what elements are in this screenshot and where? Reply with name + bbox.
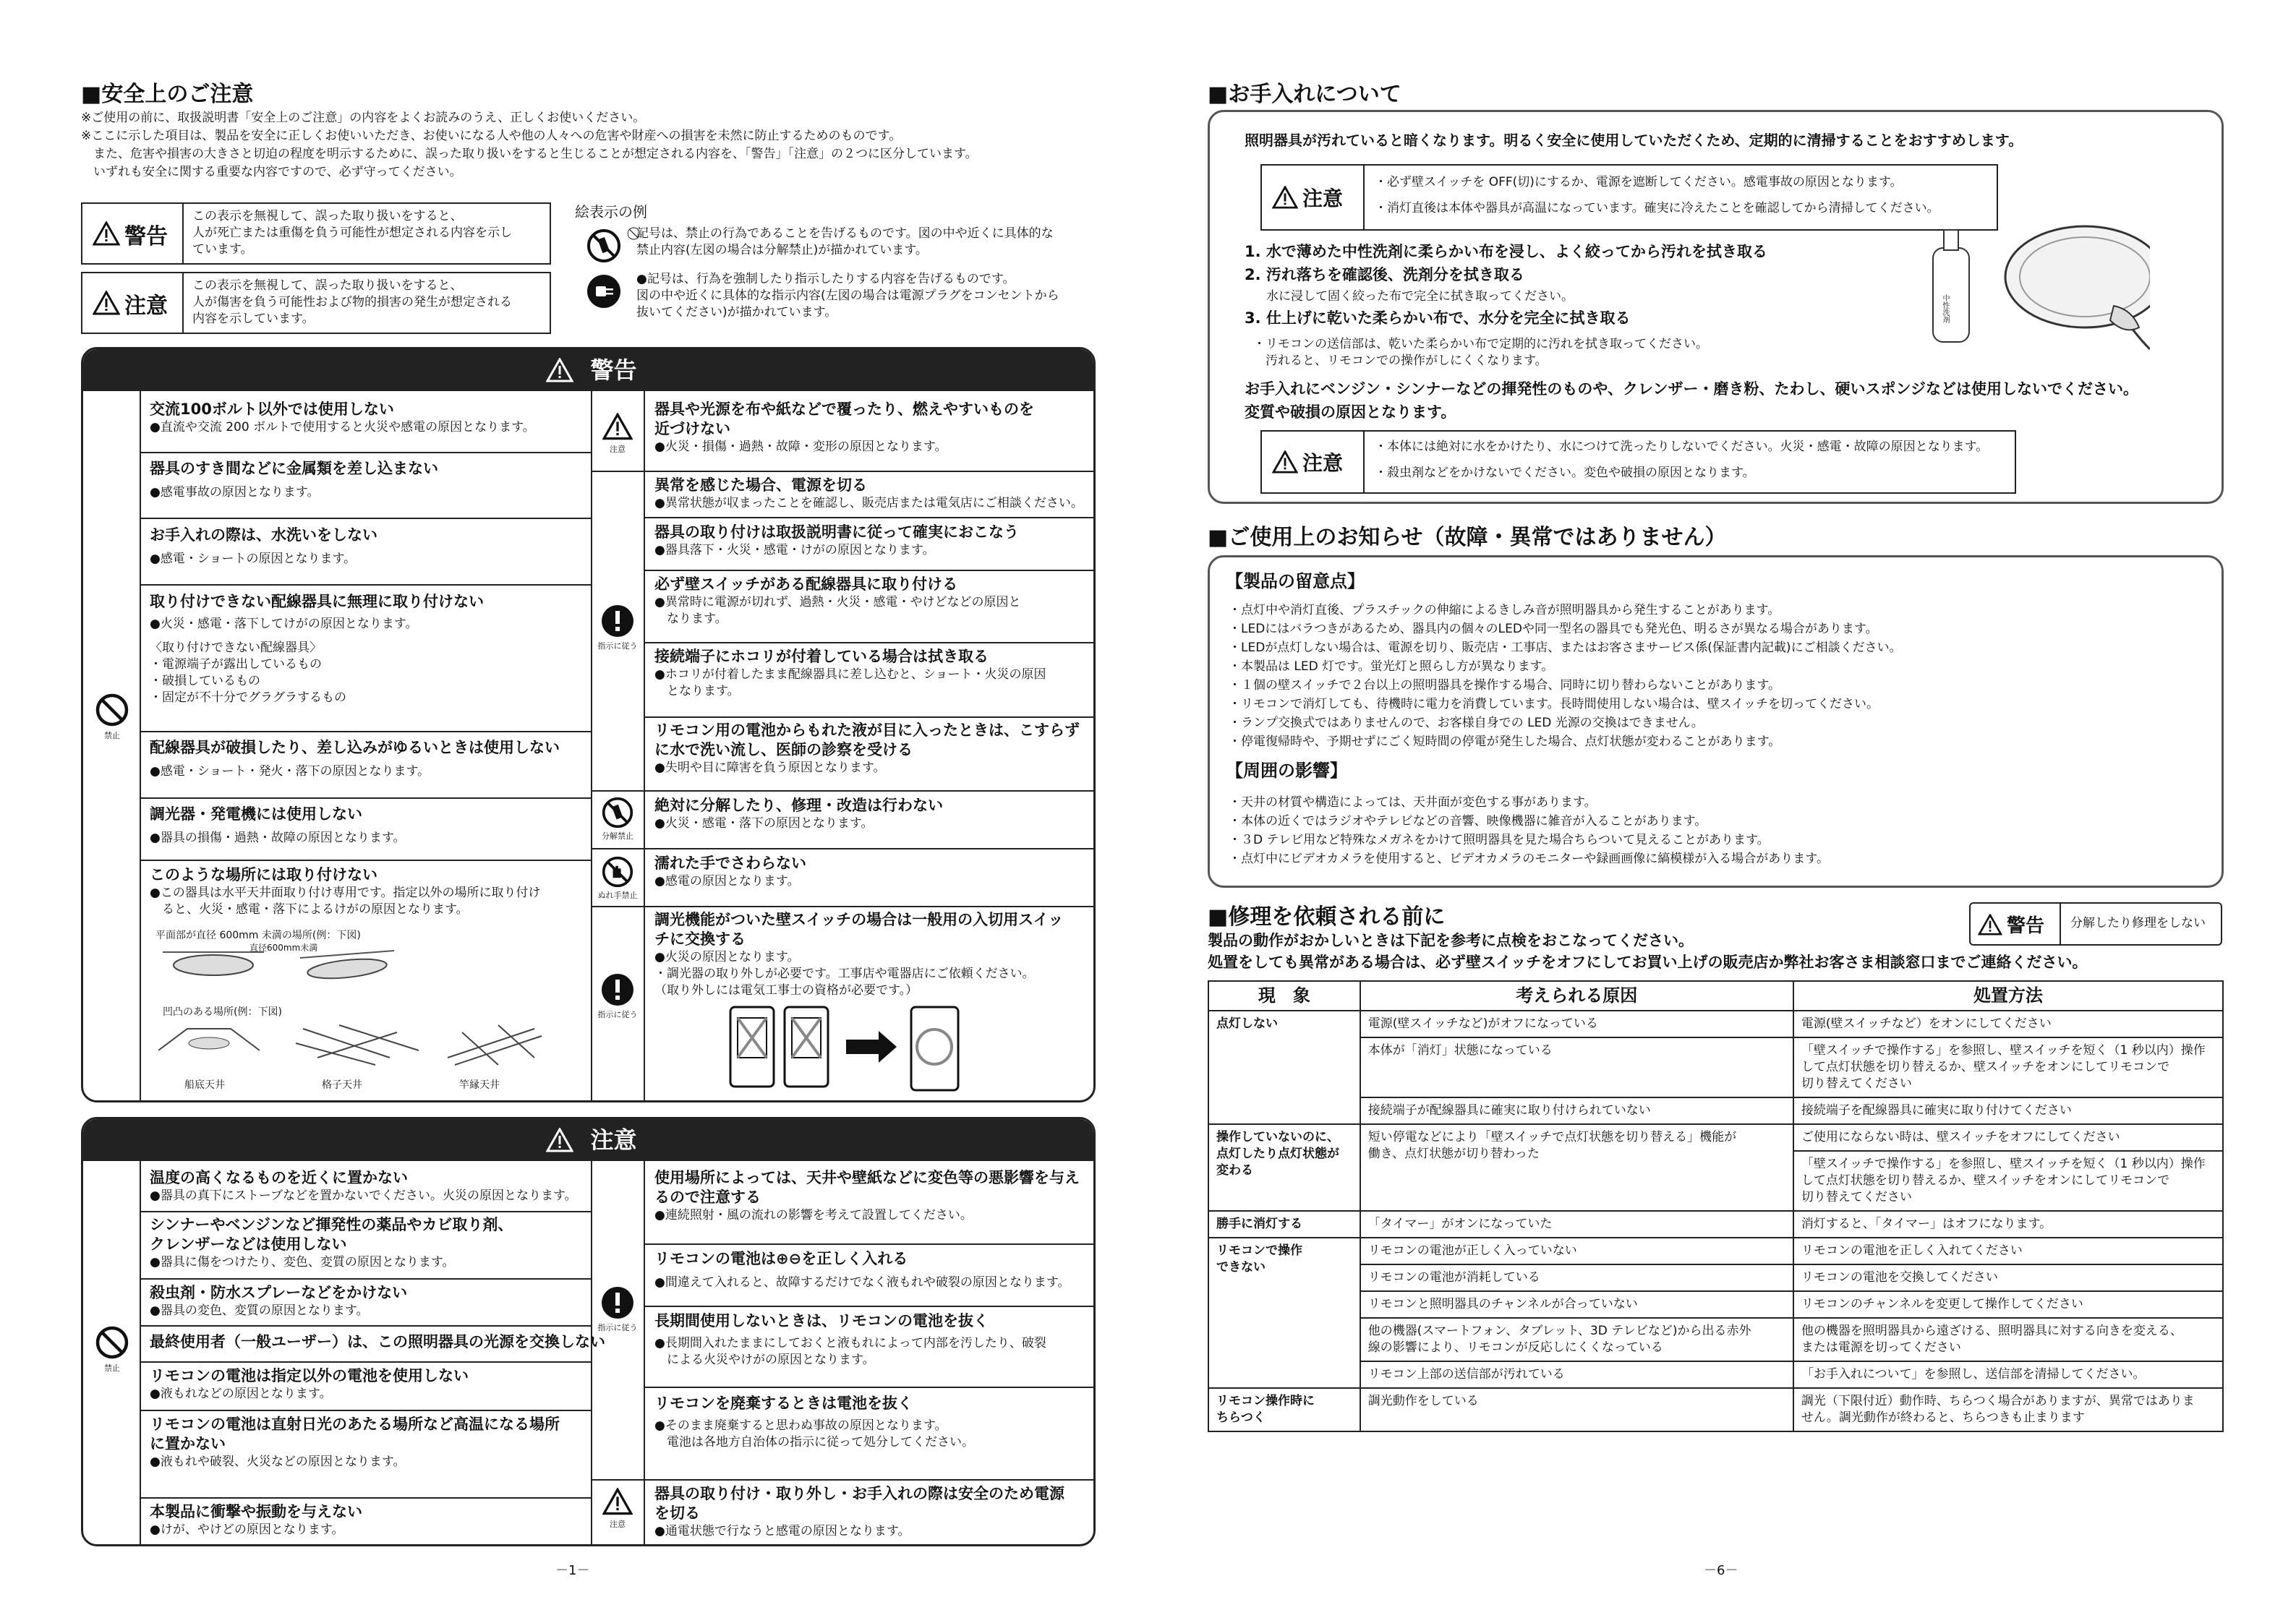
repair-intro: 処置をしても異常がある場合は、必ず壁スイッチをオフにしてお買い上げの販売店か弊社お客さま相談窓口までご連絡ください。 [1208, 954, 2088, 971]
care-step: 3. 仕上げに乾いた柔らかい布で、水分を完全に拭き取る [1245, 309, 1631, 327]
notice-title: ■ご使用上のお知らせ（故障・異常ではありません） [1208, 525, 1727, 550]
warning-item-title: 器具のすき間などに金属類を差し込まない [150, 460, 438, 477]
table-cell-remedy: 「壁スイッチで操作する」を参照し、壁スイッチを短く（1 秒以内）操作 して点灯状態を切り替えるか、壁スイッチをオンにしてリモコンで 切り替えてください [1793, 1151, 2223, 1211]
repair-warning-label: 警告 [2007, 915, 2045, 937]
table-cell-cause: 本体が「消灯」状態になっている [1360, 1037, 1793, 1097]
warning-item-desc: となります。 [654, 684, 740, 698]
warning-item-desc: ●火災・感電・落下してけがの原因となります。 [150, 617, 418, 631]
disassembly-caption: 分解禁止 [602, 831, 633, 841]
repair-title: ■修理を依頼される前に [1208, 904, 1446, 930]
caution-item-title: クレンザーなどは使用しない [150, 1236, 347, 1253]
warning-panel [81, 347, 1096, 1102]
bottle-label: 中性洗剤 [1941, 294, 1949, 323]
prohibit-caption: 禁止 [104, 731, 120, 740]
table-cell-cause: 「タイマー」がオンになっていた [1360, 1211, 1793, 1238]
repair-warning-text: 分解したり修理をしない [2070, 916, 2206, 930]
legend-warning-label-box [82, 204, 184, 263]
ceiling-dim: 直径600mm未満 [249, 943, 318, 953]
intro-line: また、危害や損害の大きさと切迫の程度を明示するために、誤った取り扱いをすると生じることが想定される内容を、「警告」「注意」の２つに区分しています。 [81, 147, 978, 161]
warning-item-title: に水で洗い流し、医師の診察を受ける [654, 741, 913, 758]
caution-item-desc: ●器具に傷をつけたり、変色、変質の原因となります。 [150, 1255, 455, 1269]
ceiling-type: 竿縁天井 [459, 1079, 500, 1091]
table-cell-remedy: リモコンのチャンネルを変更して操作してください [1793, 1291, 2223, 1318]
caution-item-title: 長期間使用しないときは、リモコンの電池を抜く [654, 1312, 989, 1329]
care-step: 2. 汚れ落ちを確認後、洗剤分を拭き取る [1245, 266, 1524, 283]
notice-item: ・LEDにはバラつきがあるため、器具内の個々のLEDや同一型名の器具でも発光色、明るさが異なる場合があります。 [1229, 622, 1878, 636]
prohibit-caption: 禁止 [104, 1363, 120, 1373]
caution-item-desc: ●けが、やけどの原因となります。 [150, 1523, 344, 1537]
warning-item-desc: ・電源端子が露出しているもの [150, 657, 322, 672]
legend-caution-box [81, 272, 551, 334]
table-cell-phenomenon: 点灯しない [1208, 1011, 1360, 1124]
table-row [1208, 1124, 2223, 1151]
mandatory-caption: 指示に従う [597, 1323, 638, 1332]
warning-item-title: このような場所には取り付けない [150, 866, 377, 883]
warning-item [654, 796, 943, 832]
care-caution-label: 注意 [1302, 187, 1344, 210]
warning-item [654, 721, 1080, 776]
warning-item-title: 器具や光源を布や紙などで覆ったり、燃えやすいものを [654, 401, 1034, 418]
table-header: 考えられる原因 [1360, 981, 1793, 1011]
notice-box [1208, 555, 2224, 888]
repair-intro: 製品の動作がおかしいときは下記を参考に点検をおこなってください。 [1208, 932, 1694, 949]
warning-item-desc: ●感電・ショートの原因となります。 [150, 552, 357, 566]
intro-line: ※ここに示した項目は、製品を安全に正しくお使いいただき、お使いになる人や他の人々への危害や財産への損害を未然に防止するためのものです。 [81, 129, 902, 143]
caution-panel-header [83, 1119, 1093, 1161]
warning-item [654, 647, 1046, 700]
remote-note: ・リモコンの送信部は、乾いた柔らかい布で定期的に汚れを拭き取ってください。 [1253, 337, 1708, 351]
caution-panel-title: 注意 [590, 1126, 637, 1154]
caution-item-desc: ●液もれなどの原因となります。 [150, 1387, 332, 1401]
legend-warning-box [81, 202, 551, 265]
caution-item-title: 本製品に衝撃や振動を与えない [150, 1503, 362, 1520]
table-cell-remedy: 「お手入れについて」を参照し、送信部を清掃してください。 [1793, 1361, 2223, 1388]
warning-panel-title: 警告 [590, 356, 637, 384]
warning-item-desc: ●感電・ショート・発火・落下の原因となります。 [150, 764, 430, 779]
caution-triangle-icon [546, 1128, 573, 1152]
warning-item-title: 接続端子にホコリが付着している場合は拭き取る [654, 648, 989, 665]
warning-item-desc: ●器具の損傷・過熱・故障の原因となります。 [150, 831, 406, 845]
caution-item-desc: 電池は各地方自治体の指示に従って処分してください。 [654, 1435, 974, 1449]
caution-item [654, 1311, 1046, 1369]
table-row [1208, 1264, 2223, 1291]
warning-item-desc: ●火災・感電・落下の原因となります。 [654, 816, 874, 831]
caution-item-title: シンナーやベンジンなど揮発性の薬品やカビ取り剤、 [150, 1216, 513, 1233]
warning-item-desc: ・固定が不十分でグラグラするもの [150, 690, 346, 705]
table-row [1208, 1211, 2223, 1238]
wet-caption: ぬれ手禁止 [597, 891, 638, 900]
prohibit-icon [95, 693, 129, 727]
table-cell-remedy: リモコンの電池を正しく入れてください [1793, 1238, 2223, 1264]
warning-item [150, 526, 377, 568]
warning-item [150, 738, 560, 780]
caution-item-title: に置かない [150, 1435, 226, 1452]
safety-title: ■安全上のご注意 [81, 82, 254, 107]
care-title: ■お手入れについて [1208, 82, 1401, 107]
table-row [1208, 1388, 2223, 1431]
legend-warning-text: 人が死亡または重傷を負う可能性が想定される内容を示し [192, 226, 512, 240]
warning-panel-header [83, 349, 1093, 391]
warning-item-title: 取り付けできない配線器具に無理に取り付けない [150, 593, 484, 610]
caution-item-desc: ●そのまま廃棄すると思わぬ事故の原因となります。 [654, 1418, 947, 1433]
notice-heading: 【製品の留意点】 [1226, 571, 1365, 591]
warning-item [654, 575, 1020, 628]
care-caution2-line: ・殺虫剤などをかけないでください。変色や破損の原因となります。 [1375, 466, 1755, 480]
ceiling-type: 格子天井 [322, 1079, 362, 1091]
table-header: 現 象 [1208, 981, 1360, 1011]
ceiling-type: 船底天井 [184, 1079, 225, 1091]
warning-item [150, 865, 540, 918]
caution-item-title: 温度の高くなるものを近くに置かない [150, 1169, 408, 1186]
warning-item-title: 近づけない [654, 420, 730, 437]
warning-item [654, 523, 1019, 559]
warning-item-desc: なります。 [654, 612, 727, 626]
prohibit-icon [95, 1325, 129, 1360]
table-cell-cause: 他の機器(スマートフォン、タブレット、3D テレビなど)から出る赤外 線の影響により、リモコンが反応しにくくなっている [1360, 1318, 1793, 1361]
legend-warning-text: この表示を無視して、誤った取り扱いをすると、 [192, 209, 463, 223]
notice-item: ・点灯中や消灯直後、プラスチックの伸縮によるきしみ音が照明器具から発生することがあります。 [1229, 603, 1780, 617]
care-step: 1. 水で薄めた中性洗剤に柔らかい布を浸し、よく絞ってから汚れを拭き取る [1245, 243, 1767, 260]
uneven-caption: 凹凸のある場所(例：下図) [163, 1006, 282, 1018]
notice-item: ・３D テレビ用など特殊なメガネをかけて照明器具を見た場合ちらついて見えることがあります。 [1229, 833, 1770, 847]
warning-item-desc: ●感電の原因となります。 [654, 874, 800, 888]
caution-triangle-icon [602, 413, 633, 440]
page-number: －6－ [1704, 1563, 1738, 1578]
table-cell-cause: 電源(壁スイッチなど)がオフになっている [1360, 1011, 1793, 1037]
care-step-note: 水に浸して固く絞った布で完全に拭き取ってください。 [1266, 289, 1574, 304]
caution-item-desc: ●長期間入れたままにしておくと液もれによって内部を汚したり、破裂 [654, 1336, 1046, 1350]
warning-item-desc: ●火災・損傷・過熱・故障・変形の原因となります。 [654, 440, 947, 454]
warning-item-desc: ると、火災・感電・落下によるけがの原因となります。 [150, 902, 469, 917]
warning-item-desc: ●直流や交流 200 ボルトで使用すると火災や感電の原因となります。 [150, 420, 535, 434]
symbols-title: 絵表示の例 [575, 203, 647, 220]
care-caution2-label-box [1262, 432, 1365, 492]
warning-item-desc: ●この器具は水平天井面取り付け専用です。指定以外の場所に取り付け [150, 886, 541, 900]
caution-item-title: リモコンの電池は指定以外の電池を使用しない [150, 1367, 469, 1384]
caution-item [150, 1415, 560, 1470]
caution-item [654, 1394, 974, 1451]
care-intro: 照明器具が汚れていると暗くなります。明るく安全に使用していただくため、定期的に清掃することをおすすめします。 [1245, 132, 2023, 149]
warning-item [150, 400, 535, 436]
warning-item-desc: ・破損しているもの [150, 674, 260, 688]
mandatory-icon [600, 604, 635, 638]
ceiling-caption: 平面部が直径 600mm 未満の場所(例：下図) [155, 930, 361, 941]
caution-item-desc: ●液もれや破裂、火災などの原因となります。 [150, 1455, 406, 1469]
caution-item [654, 1249, 1070, 1291]
table-row [1208, 1011, 2223, 1037]
table-cell-phenomenon: リモコン操作時に ちらつく [1208, 1388, 1360, 1431]
prohibit-disassembly-icon [586, 228, 622, 264]
unplug-icon [586, 273, 622, 309]
warning-triangle-icon [93, 291, 120, 315]
table-row [1208, 1318, 2223, 1361]
warning-item [150, 459, 438, 501]
caution-item-title: リモコンを廃棄するときは電池を抜く [654, 1395, 913, 1412]
caution-item [150, 1168, 577, 1204]
mandatory-icon [600, 1285, 635, 1320]
warning-item [654, 400, 1034, 455]
warning-item-title: 配線器具が破損したり、差し込みがゆるいときは使用しない [150, 739, 560, 756]
warning-item-desc: ●異常時に電源が切れず、過熱・火災・感電・やけどなどの原因と [654, 595, 1021, 609]
warning-item [654, 910, 1063, 999]
warning-item-title: お手入れの際は、水洗いをしない [150, 526, 377, 544]
caution-item [150, 1215, 513, 1271]
table-cell-remedy: 「壁スイッチで操作する」を参照し、壁スイッチを短く（1 秒以内）操作 して点灯状態を切り替えるか、壁スイッチをオンにしてリモコンで 切り替えてください [1793, 1037, 2223, 1097]
caution-caption: 注意 [610, 445, 626, 454]
intro-line: ※ご使用の前に、取扱説明書「安全上のご注意」の内容をよくお読みのうえ、正しくお使いください。 [81, 111, 646, 125]
table-cell-cause: 調光動作をしている [1360, 1388, 1793, 1431]
notice-item: ・点灯中にビデオカメラを使用すると、ビデオカメラのモニターや録画画像に縞模様が入る場合があります。 [1229, 852, 1829, 866]
caution-item-title: リモコンの電池は⊕⊖を正しく入れる [654, 1250, 908, 1267]
care-caution2-box [1260, 430, 2016, 494]
warning-item-desc: ・調光器の取り外しが必要です。工事店や電器店にご依頼ください。 [654, 967, 1035, 981]
caution-item [654, 1168, 1080, 1224]
caution-item-desc: ●連続照射・風の流れの影響を考えて設置してください。 [654, 1208, 973, 1222]
warning-item-desc: ●異常状態が収まったことを確認し、販売店または電気店にご相談ください。 [654, 496, 1083, 510]
table-row [1208, 1238, 2223, 1264]
notice-item: ・１個の壁スイッチで２台以上の照明器具を操作する場合、同時に切り替わらないことがあります。 [1229, 678, 1780, 693]
warning-item [150, 805, 405, 847]
care-box [1208, 110, 2224, 504]
warning-item-desc: （取り外しには電気工事士の資格が必要です。） [654, 983, 918, 998]
warning-item-title: 交流100ボルト以外では使用しない [150, 401, 394, 418]
notice-item: ・天井の材質や構造によっては、天井面が変色する事があります。 [1229, 795, 1597, 810]
table-cell-remedy: 調光（下限付近）動作時、ちらつく場合がありますが、異常ではありま せん。調光動作が終わると、ちらつきも止まります [1793, 1388, 2223, 1431]
mandatory-caption: 指示に従う [597, 1010, 638, 1019]
no-wet-hands-icon [601, 855, 634, 888]
caution-panel [81, 1117, 1096, 1546]
caution-item-desc: ●器具の変色、変質の原因となります。 [150, 1303, 369, 1318]
page-6 [1148, 0, 2296, 1623]
warning-item-title: 調光器・発電機には使用しない [150, 805, 362, 823]
table-cell-cause: リモコンと照明器具のチャンネルが合っていない [1360, 1291, 1793, 1318]
table-cell-remedy: 消灯すると、「タイマー」はオフになります。 [1793, 1211, 2223, 1238]
warning-item [150, 592, 484, 706]
symbol-mandatory-text: ●記号は、行為を強制したり指示したりする内容を告げるものです。 [636, 272, 1015, 286]
warning-item-desc: ●失明や目に障害を負う原因となります。 [654, 761, 886, 775]
table-cell-cause: 短い停電などにより「壁スイッチで点灯状態を切り替える」機能が 働き、点灯状態が切り替わった [1360, 1124, 1793, 1211]
prohibit-disassembly-icon [601, 796, 634, 829]
care-caution-label-box [1262, 166, 1365, 229]
warning-item-title: 絶対に分解したり、修理・改造は行わない [654, 797, 943, 814]
warning-item [654, 854, 806, 890]
table-cell-cause: 接続端子が配線器具に確実に取り付けられていない [1360, 1097, 1793, 1124]
caution-item-desc: ●器具の真下にストーブなどを置かないでください。火災の原因となります。 [150, 1189, 577, 1203]
table-cell-phenomenon: リモコンで操作 できない [1208, 1238, 1360, 1388]
caution-triangle-icon [1272, 450, 1298, 474]
warning-item-desc: 〈取り付けできない配線器具〉 [150, 641, 322, 655]
warning-item-title: チに交換する [654, 930, 746, 948]
cleaning-illustration [1904, 205, 2150, 356]
caution-item-title: を切る [654, 1504, 700, 1522]
caution-item-title: リモコンの電池は直射日光のあたる場所など高温になる場所 [150, 1416, 560, 1433]
mandatory-caption: 指示に従う [597, 641, 638, 651]
care-caution2-label: 注意 [1302, 451, 1344, 475]
caution-item [150, 1283, 407, 1319]
care-caution-box [1260, 164, 1998, 231]
table-row [1208, 1097, 2223, 1124]
notice-item: ・停電復帰時や、予期せずにごく短時間の停電が発生した場合、点灯状態が変わることがあります。 [1229, 735, 1781, 749]
warning-item-title: 必ず壁スイッチがある配線器具に取り付ける [654, 575, 958, 593]
caution-item-desc: ●通電状態で行なうと感電の原因となります。 [654, 1524, 910, 1538]
table-header-row [1208, 981, 2223, 1011]
legend-caution-label-box [82, 273, 184, 333]
table-cell-remedy: 電源(壁スイッチなど）をオンにしてください [1793, 1011, 2223, 1037]
table-cell-remedy: 他の機器を照明器具から遠ざける、照明器具に対する向きを変える、 または電源を切ってください [1793, 1318, 2223, 1361]
troubleshooting-table [1208, 980, 2224, 1432]
caution-item [150, 1502, 362, 1538]
care-warning: 変質や破損の原因となります。 [1245, 403, 1456, 421]
warning-item [654, 476, 1083, 512]
warning-triangle-icon [93, 221, 120, 246]
intro-line: いずれも安全に関する重要な内容ですので、必ず守ってください。 [81, 165, 462, 179]
caution-caption: 注意 [610, 1520, 626, 1529]
table-cell-remedy: リモコンの電池を交換してください [1793, 1264, 2223, 1291]
notice-heading: 【周囲の影響】 [1226, 761, 1347, 781]
table-cell-phenomenon: 勝手に消灯する [1208, 1211, 1360, 1238]
caution-item [654, 1484, 1064, 1540]
repair-warning-box [1969, 902, 2222, 946]
symbol-mandatory-text: 図の中や近くに具体的な指示内容(左図の場合は電源プラグをコンセントから [636, 288, 1059, 303]
notice-item: ・ランプ交換式ではありませんので、お客様自身での LED 光源の交換はできません。 [1229, 716, 1704, 730]
caution-item-desc: ●間違えて入れると、故障するだけでなく液もれや破裂の原因となります。 [654, 1275, 1070, 1290]
legend-warning-text: ています。 [192, 242, 253, 257]
warning-item-title: 調光機能がついた壁スイッチの場合は一般用の入切用スイッ [654, 911, 1064, 928]
warning-triangle-icon [1978, 914, 2002, 935]
symbol-mandatory-text: 抜いてください)が描かれています。 [636, 305, 837, 320]
warning-item-desc: ●感電事故の原因となります。 [150, 485, 320, 500]
warning-item-title: リモコン用の電池からもれた液が目に入ったときは、こすらず [654, 721, 1080, 739]
care-warning: お手入れにベンジン・シンナーなどの揮発性のものや、クレンザー・磨き粉、たわし、硬いスポンジなどは使用しないでください。 [1245, 380, 2138, 398]
repair-warning-label-box [1971, 904, 2061, 944]
care-caution2-line: ・本体には絶対に水をかけたり、水につけて洗ったりしないでください。火災・感電・故障の原因となります。 [1375, 440, 1989, 454]
symbol-prohibit-text: 禁止内容(左図の場合は分解禁止)が描かれています。 [636, 243, 928, 257]
care-caution-line: ・必ず壁スイッチを OFF(切)にするか、電源を遮断してください。感電事故の原因となります。 [1375, 175, 1903, 189]
caution-triangle-icon [602, 1488, 633, 1515]
remote-note: 汚れると、リモコンでの操作がしにくくなります。 [1253, 354, 1548, 368]
caution-item-title: 最終使用者（一般ユーザー）は、この照明器具の光源を交換しない [150, 1333, 605, 1350]
legend-caution-label: 注意 [124, 294, 168, 319]
table-row [1208, 1037, 2223, 1097]
legend-caution-text: 内容を示しています。 [192, 312, 315, 326]
warning-item-desc: ●器具落下・火災・感電・けがの原因となります。 [654, 543, 935, 557]
notice-item: ・LEDが点灯しない場合は、電源を切り、販売店・工事店、またはお客さまサービス係(保証書内記載)にご相談ください。 [1229, 641, 1902, 655]
table-cell-remedy: ご使用にならない時は、壁スイッチをオフにしてください [1793, 1124, 2223, 1151]
care-caution-line: ・消灯直後は本体や器具が高温になっています。確実に冷えたことを確認してから清掃してください。 [1375, 201, 1939, 215]
warning-item-title: 濡れた手でさわらない [654, 855, 806, 872]
caution-item-desc: による火災やけがの原因となります。 [654, 1353, 875, 1367]
warning-item-desc: ●火災の原因となります。 [654, 950, 800, 964]
notice-item: ・リモコンで消灯しても、待機時に電力を消費しています。長時間使用しない場合は、壁スイッチを切ってください。 [1229, 697, 1879, 711]
table-cell-remedy: 接続端子を配線器具に確実に取り付けてください [1793, 1097, 2223, 1124]
warning-item-desc: ●ホコリが付着したまま配線器具に差し込むと、ショート・火災の原因 [654, 667, 1046, 682]
legend-caution-text: 人が傷害を負う可能性および物的損害の発生が想定される [192, 295, 512, 309]
notice-item: ・本製品は LED 灯です。蛍光灯と照らし方が異なります。 [1229, 659, 1554, 674]
legend-caution-text: この表示を無視して、誤った取り扱いをすると、 [192, 278, 463, 293]
table-cell-phenomenon: 操作していないのに、 点灯したり点灯状態が 変わる [1208, 1124, 1360, 1211]
table-cell-cause: リモコンの電池が消耗している [1360, 1264, 1793, 1291]
table-header: 処置方法 [1793, 981, 2223, 1011]
warning-item-title: 異常を感じた場合、電源を切る [654, 476, 867, 494]
caution-item-title: 殺虫剤・防水スプレーなどをかけない [150, 1284, 408, 1301]
table-row [1208, 1361, 2223, 1388]
warning-triangle-icon [546, 358, 573, 382]
caution-item-title: 器具の取り付け・取り外し・お手入れの際は安全のため電源 [654, 1485, 1064, 1502]
table-cell-cause: リモコンの電池が正しく入っていない [1360, 1238, 1793, 1264]
caution-item-title: 使用場所によっては、天井や壁紙などに変色等の悪影響を与え [654, 1169, 1080, 1186]
caution-item [150, 1332, 605, 1352]
symbol-prohibit-text: ⃠記号は、禁止の行為であることを告げるものです。図の中や近くに具体的な [636, 226, 1054, 241]
uneven-ceiling-illustration [158, 1022, 563, 1072]
table-cell-cause: リモコン上部の送信部が汚れている [1360, 1361, 1793, 1388]
caution-triangle-icon [1272, 186, 1298, 209]
legend-warning-label: 警告 [124, 224, 168, 249]
notice-item: ・本体の近くではラジオやテレビなどの音響、映像機器に雑音が入ることがあります。 [1229, 814, 1707, 828]
caution-item [150, 1366, 469, 1403]
caution-item-title: るので注意する [654, 1189, 761, 1206]
table-row [1208, 1291, 2223, 1318]
page-number: －1－ [555, 1563, 590, 1578]
mandatory-icon [600, 972, 635, 1007]
switch-replacement-illustration [727, 1003, 965, 1094]
warning-item-title: 器具の取り付けは取扱説明書に従って確実におこなう [654, 523, 1019, 541]
